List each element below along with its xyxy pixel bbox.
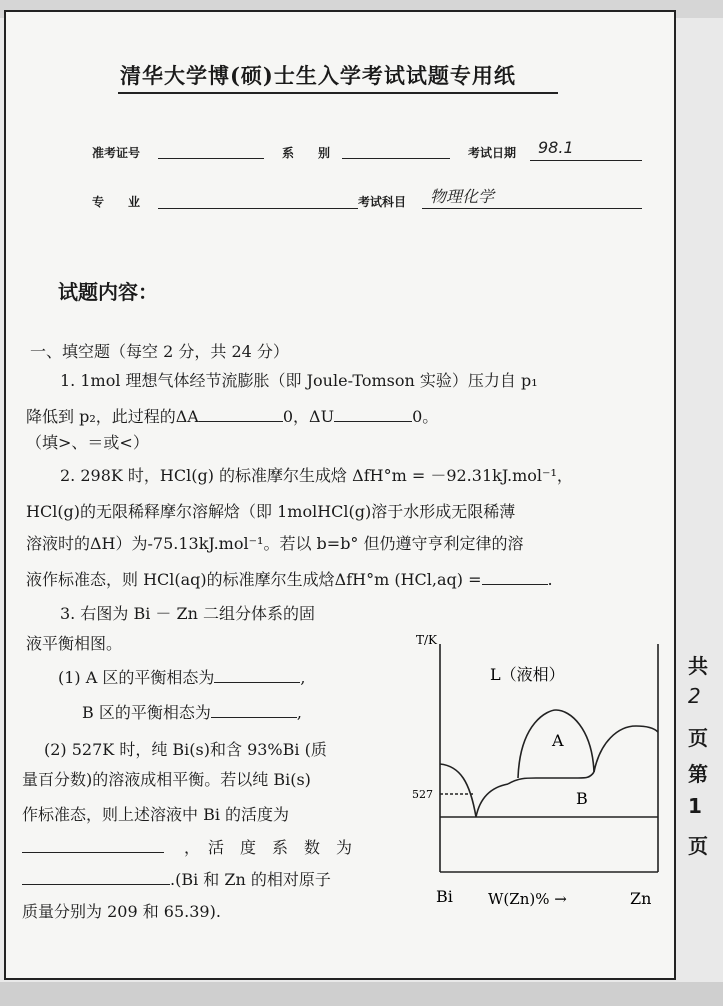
eutectic-dip-curve xyxy=(476,784,508,817)
major-field xyxy=(158,208,358,209)
subject-value: 物理化学 xyxy=(430,187,495,206)
page-marker-gong: 共 xyxy=(688,654,708,678)
q2-question-text: 液作标准态，则 HCl(aq)的标准摩尔生成焓ΔfH°m (HCl,aq) = xyxy=(26,570,482,589)
q2-line4 xyxy=(26,570,553,590)
q3-part2-line5 xyxy=(22,870,331,890)
q3-activity-blank xyxy=(22,852,164,853)
q1-blank-delta-a xyxy=(199,421,283,422)
tick-527-label: 527 xyxy=(412,788,433,801)
zn-label: Zn xyxy=(630,889,652,908)
scan-bottom-edge xyxy=(0,982,723,1006)
bi-zn-phase-diagram xyxy=(408,632,670,918)
q3-atomic-mass-text: .(Bi 和 Zn 的相对原子 xyxy=(170,870,331,889)
q3-part2-line4 xyxy=(22,838,352,858)
y-axis-label: T/K xyxy=(416,633,438,647)
date-label: 考试日期 xyxy=(468,146,517,160)
q3-line1: 3. 右图为 Bi － Zn 二组分体系的固 xyxy=(60,604,315,623)
dept-field xyxy=(342,158,450,159)
subject-field xyxy=(422,208,642,209)
part1-heading: 一、填空题（每空 2 分，共 24 分） xyxy=(30,342,289,361)
q3-part2-line3: 作标准态，则上述溶液中 Bi 的活度为 xyxy=(22,805,290,824)
q3-region-b-blank xyxy=(211,717,297,718)
page-marker-ye1: 页 xyxy=(688,726,708,750)
liquidus-right-curve xyxy=(594,726,658,772)
q3-part2-line6: 质量分别为 209 和 65.39). xyxy=(22,902,221,921)
major-label: 专 业 xyxy=(92,195,141,209)
q3-part1-a xyxy=(58,668,306,688)
q3-comma-b: , xyxy=(296,703,302,722)
page-marker-di: 第 xyxy=(688,762,708,786)
subject-label: 考试科目 xyxy=(358,195,407,209)
region-b-boundary xyxy=(508,772,594,784)
page-title: 清华大学博(硕)士生入学考试试题专用纸 xyxy=(120,63,516,88)
q2-line1: 2. 298K 时，HCl(g) 的标准摩尔生成焓 ΔfH°m = －92.31kJ.mol⁻¹， xyxy=(60,466,573,485)
q3-region-b-text: B 区的平衡相态为 xyxy=(82,703,211,722)
q2-answer-blank xyxy=(482,584,548,585)
q1-tail: 0。 xyxy=(412,407,439,426)
liquidus-left-curve xyxy=(440,764,476,817)
q3-part2-line1: (2) 527K 时，纯 Bi(s)和含 93%Bi (质 xyxy=(44,740,327,759)
q3-region-a-blank xyxy=(214,682,300,683)
q2-line2: HCl(g)的无限稀释摩尔溶解焓（即 1molHCl(g)溶于水形成无限稀薄 xyxy=(26,502,516,521)
q3-part2-line2: 量百分数)的溶液成相平衡。若以纯 Bi(s) xyxy=(22,770,311,789)
q2-line3: 溶液时的ΔH）为-75.13kJ.mol⁻¹。若以 b=b° 但仍遵守亨利定律的溶 xyxy=(26,534,524,553)
q1-line3: （填>、＝或<） xyxy=(26,433,149,452)
q1-line1: 1. 1mol 理想气体经节流膨胀（即 Joule-Tomson 实验）压力自 p₁ xyxy=(60,371,538,390)
page-marker-total: 2 xyxy=(688,684,701,708)
page-marker-ye2: 页 xyxy=(688,834,708,858)
x-axis-label: W(Zn)% → xyxy=(488,890,567,908)
exam-no-label: 准考证号 xyxy=(92,146,141,160)
exam-no-field xyxy=(158,158,264,159)
q1-line2 xyxy=(26,407,438,427)
region-a-label: A xyxy=(552,731,564,750)
q3-coef-blank xyxy=(22,884,170,885)
title-rule xyxy=(118,92,558,94)
liquid-phase-label: L（液相） xyxy=(490,665,565,684)
q3-line2: 液平衡相图。 xyxy=(26,634,123,653)
q1-delta-u-label: 0，ΔU xyxy=(282,407,335,426)
date-value: 98.1 xyxy=(538,138,574,157)
date-field xyxy=(530,160,642,161)
region-b-label: B xyxy=(576,789,588,808)
section-heading: 试题内容： xyxy=(58,280,158,304)
dept-label: 系 别 xyxy=(282,146,331,160)
bi-label: Bi xyxy=(436,887,453,906)
page-marker-current: 1 xyxy=(688,794,702,818)
q2-period: . xyxy=(547,570,553,589)
q1-blank-delta-u xyxy=(334,421,412,422)
q3-region-a-text: (1) A 区的平衡相态为 xyxy=(58,668,215,687)
q3-activity-coef-text: ， 活 度 系 数 为 xyxy=(184,838,353,857)
q3-comma-a: , xyxy=(300,668,306,687)
q3-part1-b xyxy=(82,703,302,723)
q1-delta-a-label: 降低到 p₂，此过程的ΔA xyxy=(26,407,199,426)
